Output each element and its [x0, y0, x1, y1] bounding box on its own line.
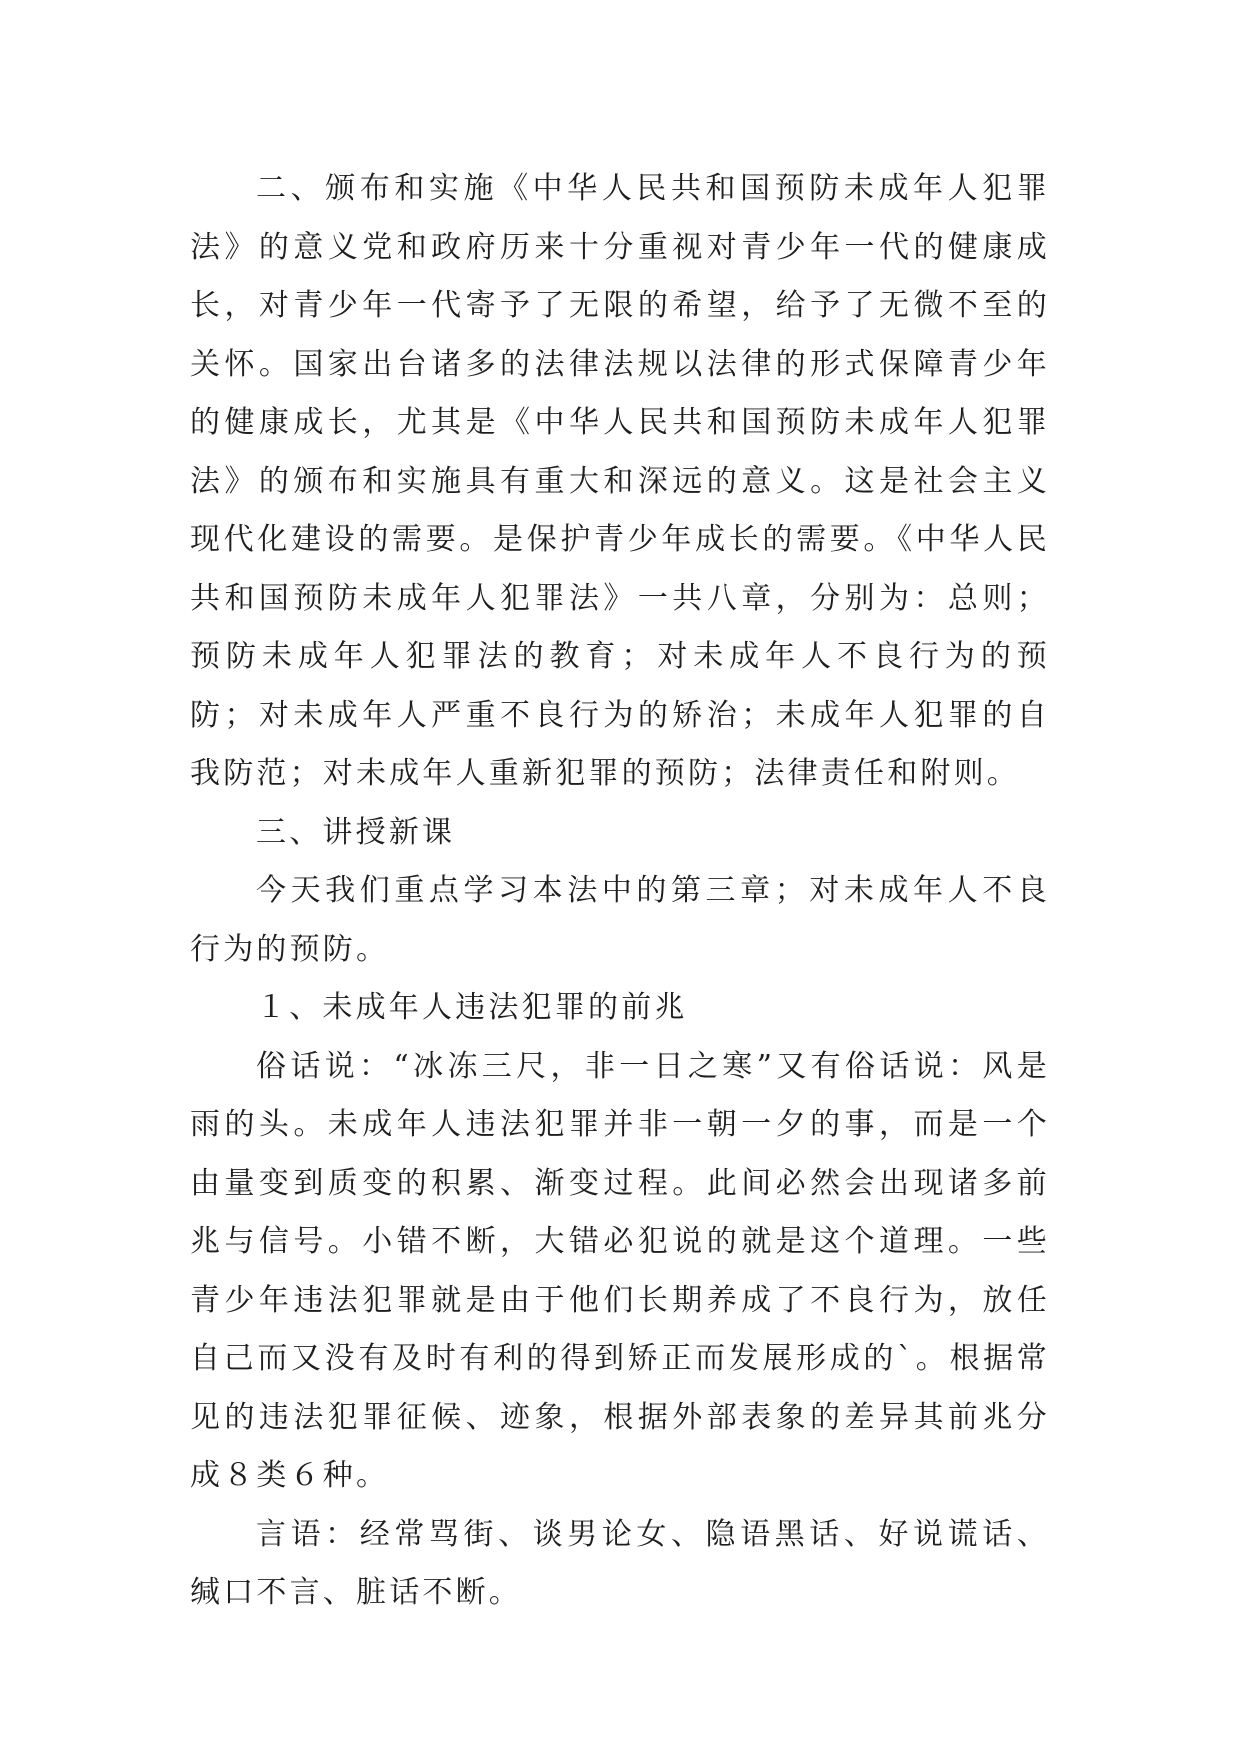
document-body [190, 160, 1050, 1623]
subheading-precursors: １、未成年人违法犯罪的前兆 [256, 990, 688, 1025]
paragraph-chapter-three: 今天我们重点学习本法中的第三章；对未成年人不良行为的预防。 [190, 873, 1050, 967]
paragraph-law-significance: 二、颁布和实施《中华人民共和国预防未成年人犯罪法》的意义党和政府历来十分重视对青少年一代的健康成长，对青少年一代寄予了无限的希望，给予了无微不至的关怀。国家出台诸多的法律法规以法律的形式保障青少年的健康成长，尤其是《中华人民共和国预防未成年人犯罪法》的颁布和实施具有重大和深远的意义。这是社会主义现代化建设的需要。是保护青少年成长的需要。《中华人民共和国预防未成年人犯罪法》一共八章，分别为：总则；预防未成年人犯罪法的教育；对未成年人不良行为的预防；对未成年人严重不良行为的矫治；未成年人犯罪的自我防范；对未成年人重新犯罪的预防；法律责任和附则。 [190, 171, 1050, 791]
section-heading-new-lesson: 三、讲授新课 [256, 814, 456, 850]
paragraph-speech: 言语：经常骂街、谈男论女、隐语黑话、好说谎话、缄口不言、脏话不断。 [190, 1516, 1050, 1610]
paragraph-proverb: 俗话说：“冰冻三尺，非一日之寒”又有俗话说：风是雨的头。未成年人违法犯罪并非一朝一夕的事，而是一个由量变到质变的积累、渐变过程。此间必然会出现诸多前兆与信号。小错不断，大错必犯说的就是这个道理。一些青少年违法犯罪就是由于他们长期养成了不良行为，放任自己而又没有及时有利的得到矫正而发展形成的`。根据常见的违法犯罪征候、迹象，根据外部表象的差异其前兆分成８类６种。 [190, 1048, 1050, 1493]
